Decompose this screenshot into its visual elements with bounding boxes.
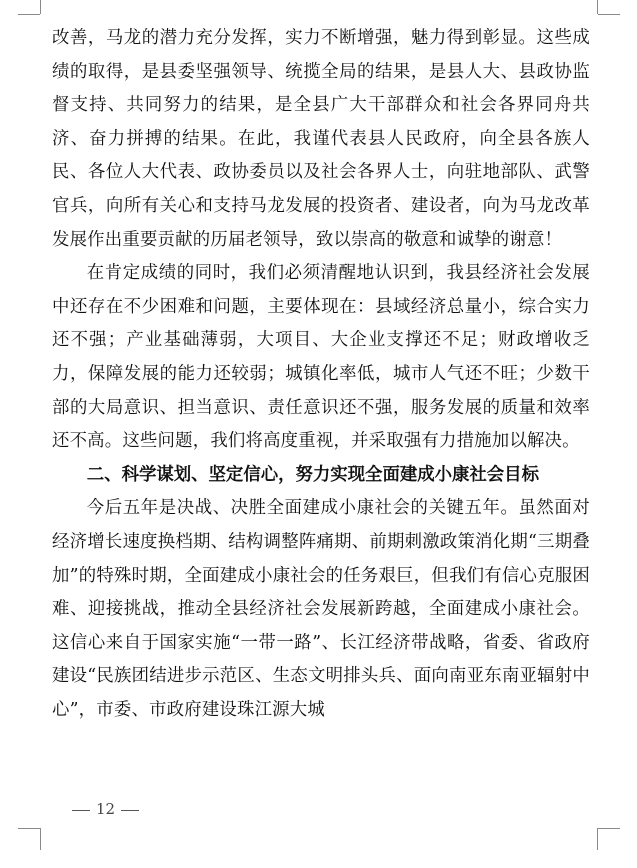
paragraph-achievements-thanks: 改善，马龙的潜力充分发挥，实力不断增强，魅力得到彰显。这些成绩的取得，是县委坚强领导、统揽全局的结果，是县人大、县政协监督支持、共同努力的结果，是全县广大干部群众和社会各界同舟共济、奋力拼搏的结果。在此，我谨代表县人民政府，向全县各族人民、各位人大代表、政协委员以及社会各界人士，向驻地部队、武警官兵，向所有关心和支持马龙发展的投资者、建设者，向为马龙改革发展作出重要贡献的历届老领导，致以崇高的敬意和诚挚的谢意！ xyxy=(52,28,590,250)
footer-dash-right xyxy=(121,810,139,811)
page-number: 12 xyxy=(96,800,116,818)
paragraph-problems: 在肯定成绩的同时，我们必须清醒地认识到，我县经济社会发展中还存在不少困难和问题，主要体现在：县域经济总量小，综合实力还不强；产业基础薄弱，大项目、大企业支撑还不足；财政增收乏力，保障发展的能力还较弱；城镇化率低，城市人气还不旺；少数干部的大局意识、担当意识、责任意识还不强，服务发展的质量和效率还不高。这些问题，我们将高度重视，并采取强有力措施加以解决。 xyxy=(52,263,590,452)
document-body xyxy=(52,22,590,727)
section-heading: 二、科学谋划、坚定信心，努力实现全面建成小康社会目标 xyxy=(86,464,539,485)
paragraph-next-five-years: 今后五年是决战、决胜全面建成小康社会的关键五年。虽然面对经济增长速度换档期、结构调整阵痛期、前期刺激政策消化期“三期叠加”的特殊时期，全面建成小康社会的任务艰巨，但我们有信心克服困难、迎接挑战，推动全县经济社会发展新跨越，全面建成小康社会。这信心来自于国家实施“一带一路”、长江经济带战略，省委、省政府建设“民族团结进步示范区、生态文明排头兵、面向南亚东南亚辐射中心”，市委、市政府建设珠江源大城 xyxy=(52,498,590,720)
footer-dash-left xyxy=(72,810,90,811)
page-footer xyxy=(66,800,145,818)
